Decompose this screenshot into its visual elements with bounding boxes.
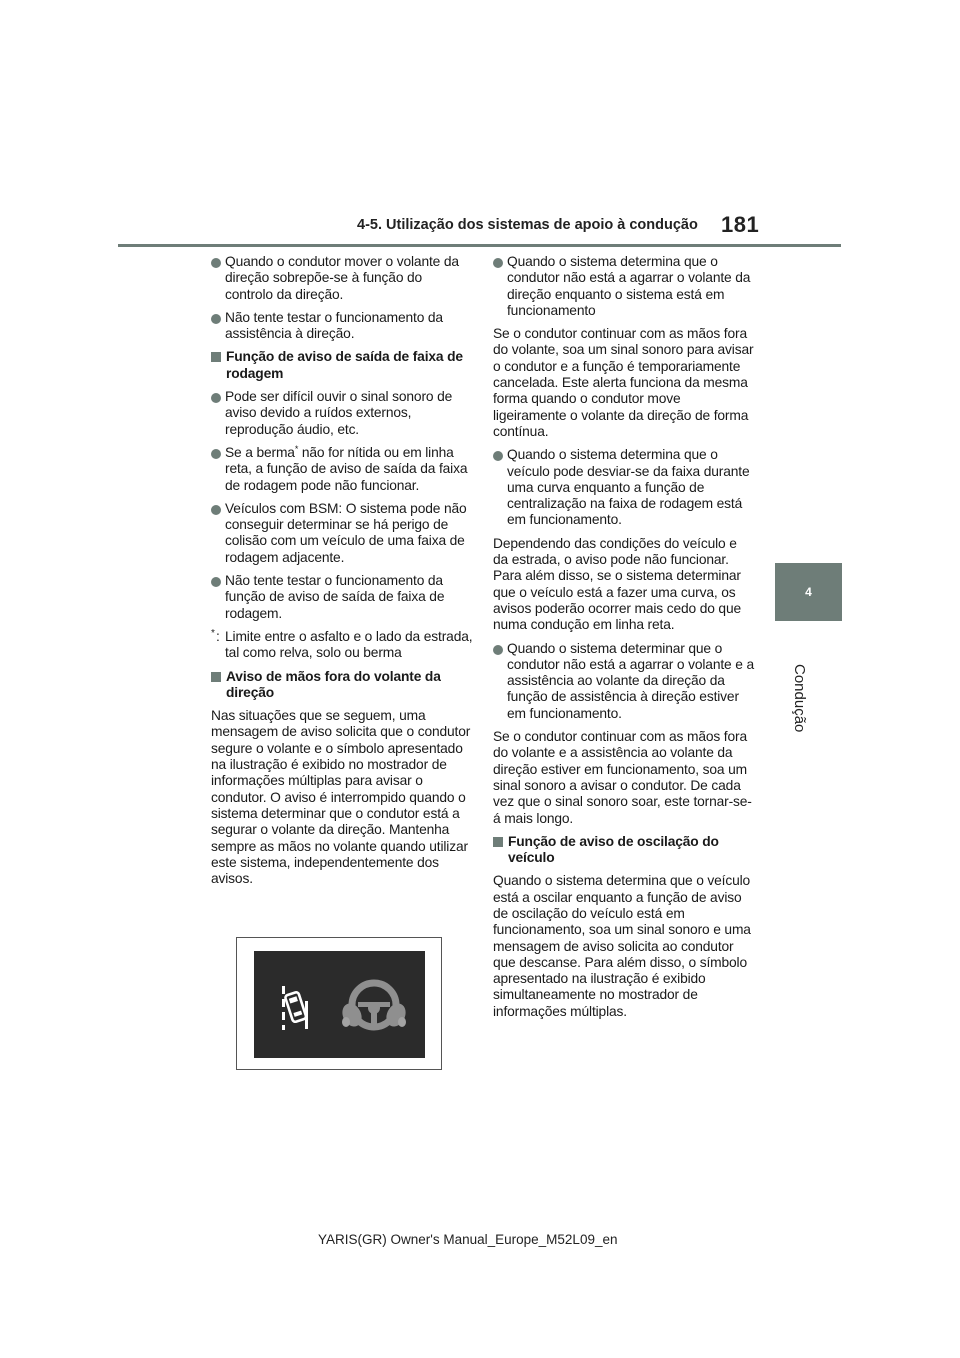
bullet-dot-icon xyxy=(493,258,503,268)
subsection-heading xyxy=(211,349,473,382)
heading-square-icon xyxy=(211,352,221,362)
list-item-text-start: Se a berma xyxy=(225,444,295,460)
list-item-text: Veículos com BSM: O sistema pode não conseguir determinar se há perigo de colisão com um veículo de uma faixa de rodagem adjacente. xyxy=(225,500,467,565)
bullet-dot-icon xyxy=(211,258,221,268)
heading-square-icon xyxy=(493,837,503,847)
list-item xyxy=(493,447,755,528)
heading-text: Função de aviso de saída de faixa de rodagem xyxy=(226,349,463,381)
footnote xyxy=(211,629,473,662)
right-column xyxy=(493,254,755,1027)
list-item xyxy=(211,389,473,438)
list-item-text: Quando o condutor mover o volante da direção sobrepõe-se à função do controlo da direção. xyxy=(225,254,459,302)
list-item xyxy=(211,501,473,566)
bullet-dot-icon xyxy=(211,314,221,324)
subsection-heading xyxy=(211,669,473,702)
bullet-dot-icon xyxy=(493,451,503,461)
list-item xyxy=(211,573,473,622)
paragraph: Nas situações que se seguem, uma mensagem de aviso solicita que o condutor segure o volante e o símbolo apresentado na ilustração é exibido no mostrador de informações múltiplas para avisar o condutor. O aviso é interrompido quando o sistema determinar que o condutor está a segurar o volante da direção. Mantenha sempre as mãos no volante quando utilizar este sistema, independentemente dos avisos. xyxy=(211,708,471,887)
chapter-number: 4 xyxy=(805,585,812,599)
page-number: 181 xyxy=(721,212,760,237)
list-item-text-end: não for nítida ou em linha reta, a função de aviso de saída da faixa de rodagem pode não funcionar. xyxy=(225,444,468,493)
list-item xyxy=(211,254,473,303)
chapter-tab[interactable] xyxy=(775,563,842,621)
left-column xyxy=(211,254,473,894)
footnote-marker: * xyxy=(294,443,299,454)
bullet-dot-icon xyxy=(211,393,221,403)
hands-on-steering-wheel-icon xyxy=(339,983,409,1030)
paragraph: Se o condutor continuar com as mãos fora do volante, soa um sinal sonoro para avisar o condutor e a função é temporariamente cancelada. Este alerta funciona da mesma forma quando o condutor move ligeiramente o volante da direção de forma contínua. xyxy=(493,326,754,439)
lane-departure-icon xyxy=(282,986,308,1030)
list-item-text: Quando o sistema determina que o veículo pode desviar-se da faixa durante uma curva enquanto a função de centralização na faixa de rodagem está em funcionamento. xyxy=(507,447,750,528)
section-title: 4-5. Utilização dos sistemas de apoio à condução xyxy=(357,217,698,233)
paragraph: Se o condutor continuar com as mãos fora do volante e a assistência ao volante da direção estiver em funcionamento, soa um sinal sonoro a avisar o condutor. De cada vez que o sinal sonoro soar, este tornar-se-á mais longo. xyxy=(493,729,752,826)
chapter-label: Condução xyxy=(791,664,808,733)
heading-text: Aviso de mãos fora do volante da direção xyxy=(226,668,441,700)
bullet-dot-icon xyxy=(211,449,221,459)
heading-text: Função de aviso de oscilação do veículo xyxy=(508,833,719,866)
paragraph: Quando o sistema determina que o veículo está a oscilar enquanto a função de aviso de oscilação do veículo está em funcionamento, soa um sinal sonoro e uma mensagem de aviso solicita ao condutor que descanse. Para além disso, o símbolo apresentado na ilustração é exibido simultaneamente no mostrador de informações múltiplas. xyxy=(493,873,751,1019)
list-item-text xyxy=(225,445,467,493)
list-item xyxy=(493,254,755,319)
footnote-colon: : xyxy=(216,628,220,644)
list-item xyxy=(493,641,755,722)
list-item-text: Quando o sistema determinar que o condutor não está a agarrar o volante e a assistência ao volante da direção da função de assistência à direção estiver em funcionamento. xyxy=(507,640,754,721)
list-item-text: Quando o sistema determina que o condutor não está a agarrar o volante da direção enquanto o sistema está em funcionamento xyxy=(507,254,751,318)
display-symbols xyxy=(254,951,425,1058)
list-item-text: Não tente testar o funcionamento da assistência à direção. xyxy=(225,309,443,342)
list-item xyxy=(211,310,473,343)
header-rule xyxy=(118,244,841,247)
list-item-text: Pode ser difícil ouvir o sinal sonoro de aviso devido a ruídos externos, reprodução áudio, etc. xyxy=(225,389,453,437)
bullet-dot-icon xyxy=(211,505,221,515)
footnote-marker: * xyxy=(211,627,215,639)
display-illustration xyxy=(236,937,442,1070)
multi-information-display xyxy=(254,951,425,1058)
document-footer: YARIS(GR) Owner's Manual_Europe_M52L09_en xyxy=(318,1232,618,1247)
heading-square-icon xyxy=(211,672,221,682)
footnote-text: Limite entre o asfalto e o lado da estrada, tal como relva, solo ou berma xyxy=(225,628,473,661)
subsection-heading xyxy=(493,834,755,867)
list-item xyxy=(211,445,473,494)
paragraph: Dependendo das condições do veículo e da estrada, o aviso pode não funcionar. Para além disso, se o sistema determinar que o veículo está a fazer uma curva, os avisos poderão ocorrer mais cedo do que numa condução em linha reta. xyxy=(493,535,742,633)
bullet-dot-icon xyxy=(493,645,503,655)
bullet-dot-icon xyxy=(211,577,221,587)
list-item-text: Não tente testar o funcionamento da função de aviso de saída de faixa de rodagem. xyxy=(225,573,445,621)
